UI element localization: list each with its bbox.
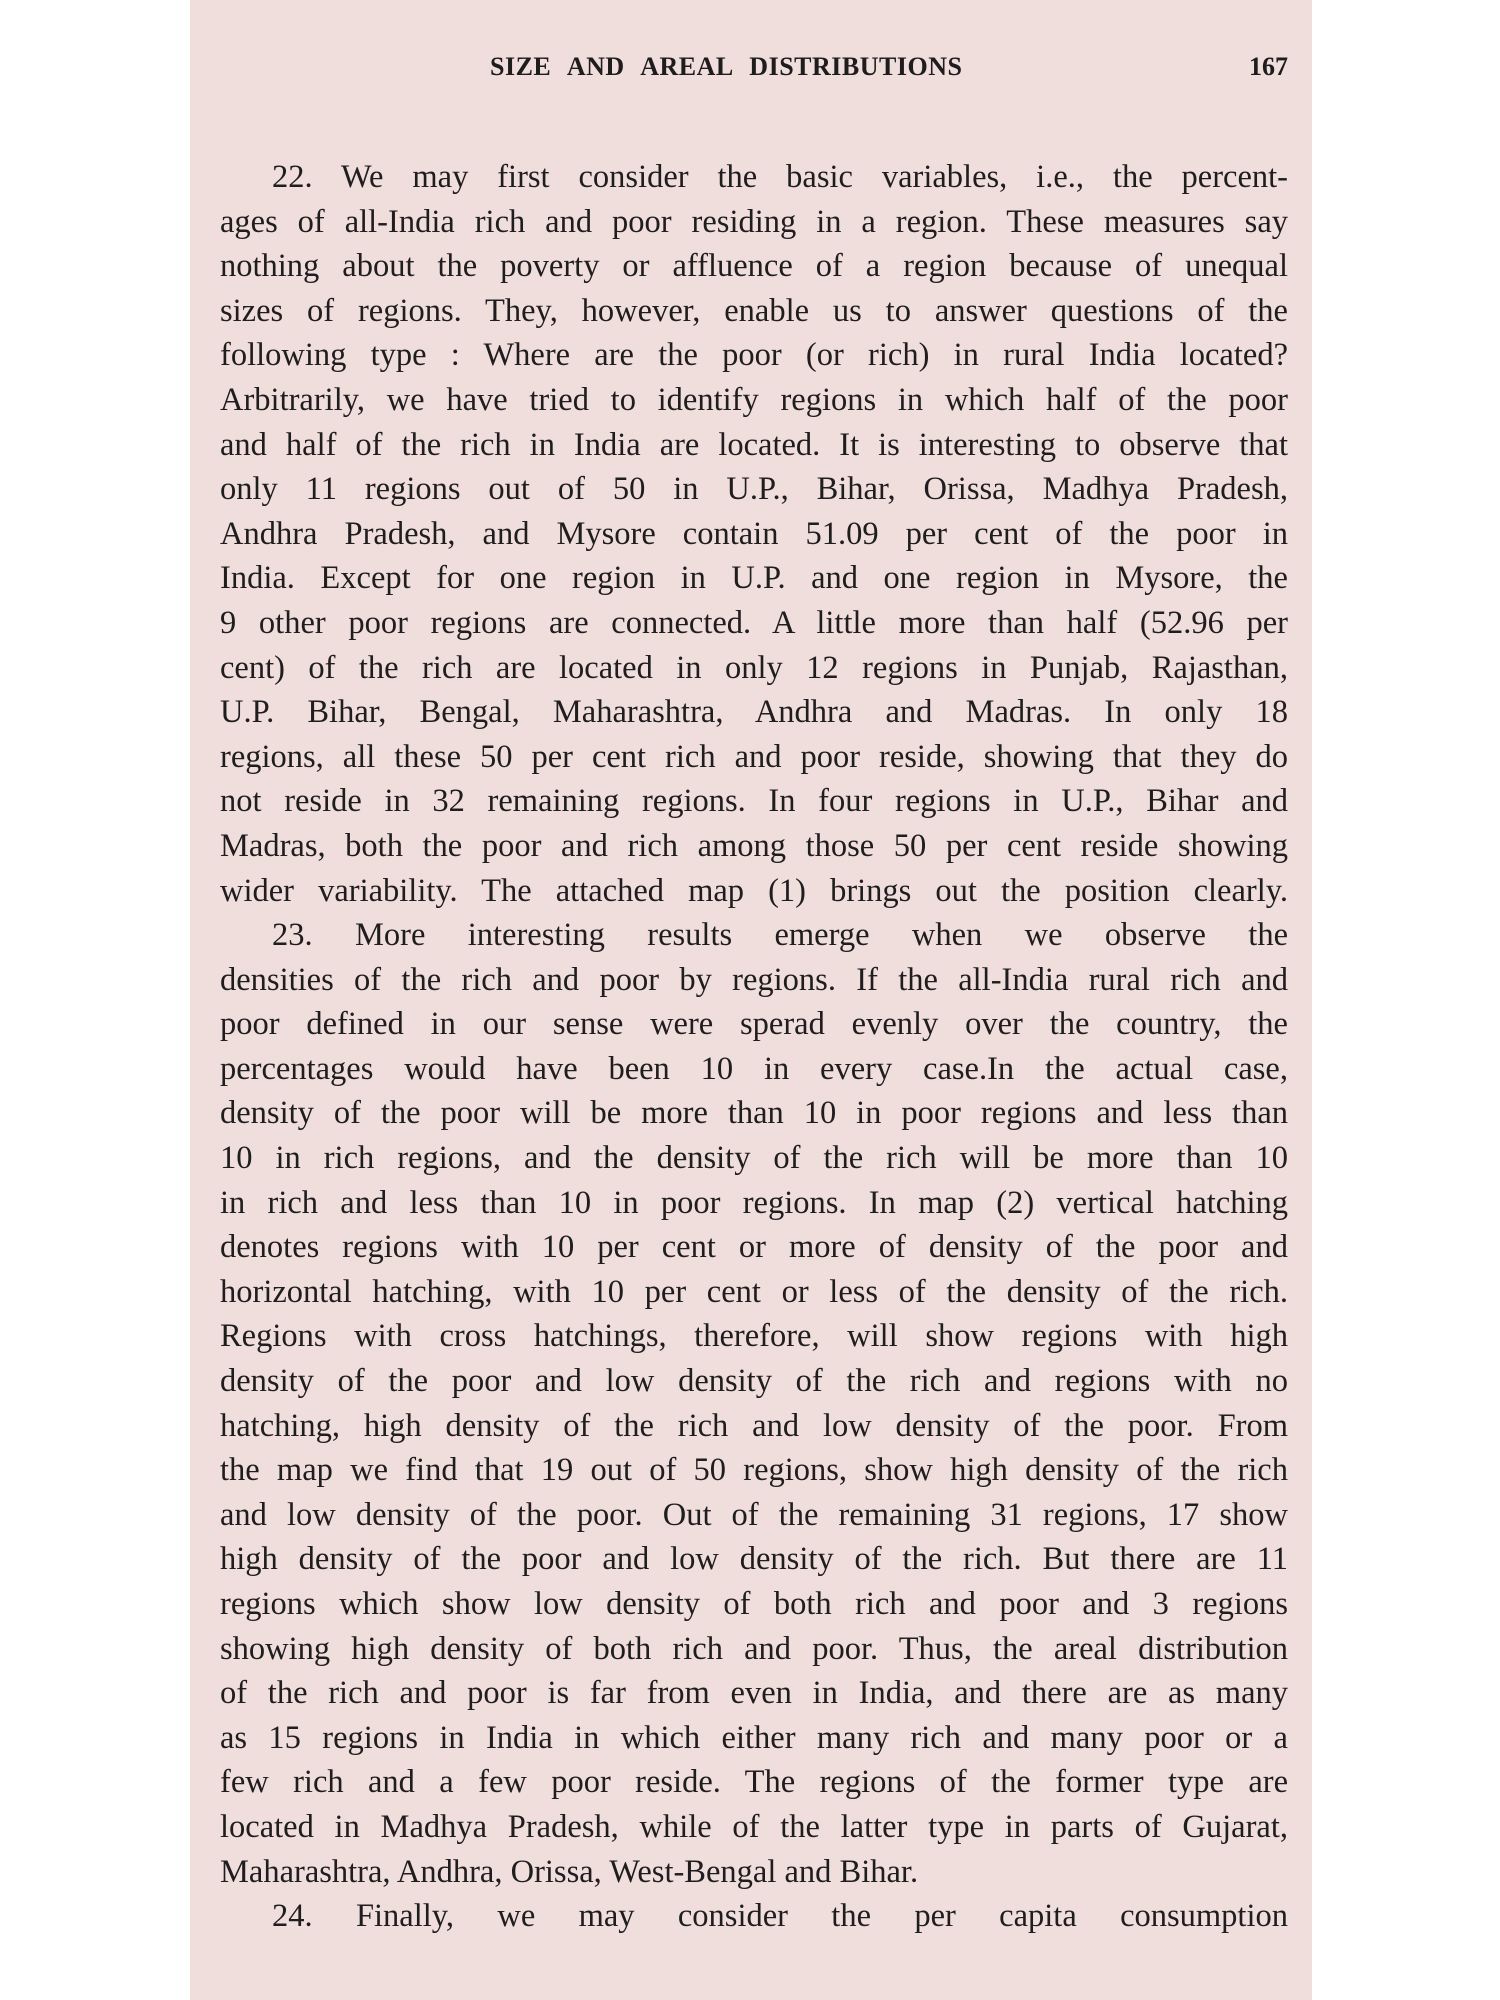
text-line: and half of the rich in India are located. It is interesting to observe that (220, 426, 1288, 463)
text-line: 24. Finally, we may consider the per capita consumption (272, 1898, 1288, 1935)
text-line: density of the poor and low density of the rich and regions with no (220, 1363, 1288, 1400)
text-line: Madras, both the poor and rich among those 50 per cent reside showing (220, 827, 1288, 864)
text-line: the map we find that 19 out of 50 regions, show high density of the rich (220, 1452, 1288, 1489)
text-line: only 11 regions out of 50 in U.P., Bihar, Orissa, Madhya Pradesh, (220, 471, 1288, 508)
paragraph-24 (220, 1894, 1288, 1939)
paragraph-22 (220, 155, 1288, 913)
book-page (190, 0, 1312, 2000)
text-line: high density of the poor and low density of the rich. But there are 11 (220, 1541, 1288, 1578)
body-text (220, 155, 1288, 1939)
text-line: sizes of regions. They, however, enable us to answer questions of the (220, 292, 1288, 329)
text-line: in rich and less than 10 in poor regions. In map (2) vertical hatching (220, 1184, 1288, 1221)
running-header (190, 52, 1312, 92)
text-line: U.P. Bihar, Bengal, Maharashtra, Andhra and Madras. In only 18 (220, 694, 1288, 731)
text-line: showing high density of both rich and poor. Thus, the areal distribution (220, 1630, 1288, 1667)
text-line: Regions with cross hatchings, therefore, will show regions with high (220, 1318, 1288, 1355)
text-line: regions which show low density of both rich and poor and 3 regions (220, 1586, 1288, 1622)
text-line: India. Except for one region in U.P. and one region in Mysore, the (220, 560, 1288, 597)
text-line: of the rich and poor is far from even in India, and there are as many (220, 1675, 1288, 1712)
text-line: located in Madhya Pradesh, while of the latter type in parts of Gujarat, (220, 1808, 1288, 1845)
text-line: nothing about the poverty or affluence of a region because of unequal (220, 248, 1288, 285)
text-line: Maharashtra, Andhra, Orissa, West-Bengal and Bihar. (220, 1853, 919, 1890)
chapter-title: SIZE AND AREAL DISTRIBUTIONS (490, 52, 963, 81)
text-line: cent) of the rich are located in only 12 regions in Punjab, Rajasthan, (220, 649, 1288, 686)
text-line: density of the poor will be more than 10 in poor regions and less than (220, 1095, 1288, 1132)
text-line: percentages would have been 10 in every case.In the actual case, (220, 1050, 1288, 1087)
text-line: ages of all-India rich and poor residing in a region. These measures say (220, 203, 1288, 240)
text-line: and low density of the poor. Out of the remaining 31 regions, 17 show (220, 1496, 1288, 1533)
text-line: horizontal hatching, with 10 per cent or less of the density of the rich. (220, 1273, 1288, 1310)
page-number: 167 (1249, 52, 1288, 81)
text-line: 10 in rich regions, and the density of the rich will be more than 10 (220, 1140, 1288, 1177)
text-line: 22. We may first consider the basic variables, i.e., the percent- (272, 159, 1288, 195)
text-line: densities of the rich and poor by regions. If the all-India rural rich and (220, 961, 1288, 998)
text-line: Andhra Pradesh, and Mysore contain 51.09 per cent of the poor in (220, 515, 1288, 552)
text-line: as 15 regions in India in which either many rich and many poor or a (220, 1719, 1288, 1756)
text-line: hatching, high density of the rich and low density of the poor. From (220, 1407, 1288, 1444)
text-line: wider variability. The attached map (1) brings out the position clearly. (220, 872, 1288, 909)
text-line: 9 other poor regions are connected. A little more than half (52.96 per (220, 604, 1288, 641)
text-line: regions, all these 50 per cent rich and poor reside, showing that they do (220, 738, 1288, 775)
text-line: following type : Where are the poor (or rich) in rural India located? (220, 337, 1288, 374)
text-line: few rich and a few poor reside. The regions of the former type are (220, 1764, 1288, 1801)
text-line: 23. More interesting results emerge when we observe the (272, 917, 1288, 954)
text-line: denotes regions with 10 per cent or more of density of the poor and (220, 1229, 1288, 1266)
text-line: Arbitrarily, we have tried to identify regions in which half of the poor (220, 381, 1288, 418)
text-line: not reside in 32 remaining regions. In four regions in U.P., Bihar and (220, 783, 1288, 820)
text-line: poor defined in our sense were sperad evenly over the country, the (220, 1006, 1288, 1043)
paragraph-23 (220, 913, 1288, 1894)
